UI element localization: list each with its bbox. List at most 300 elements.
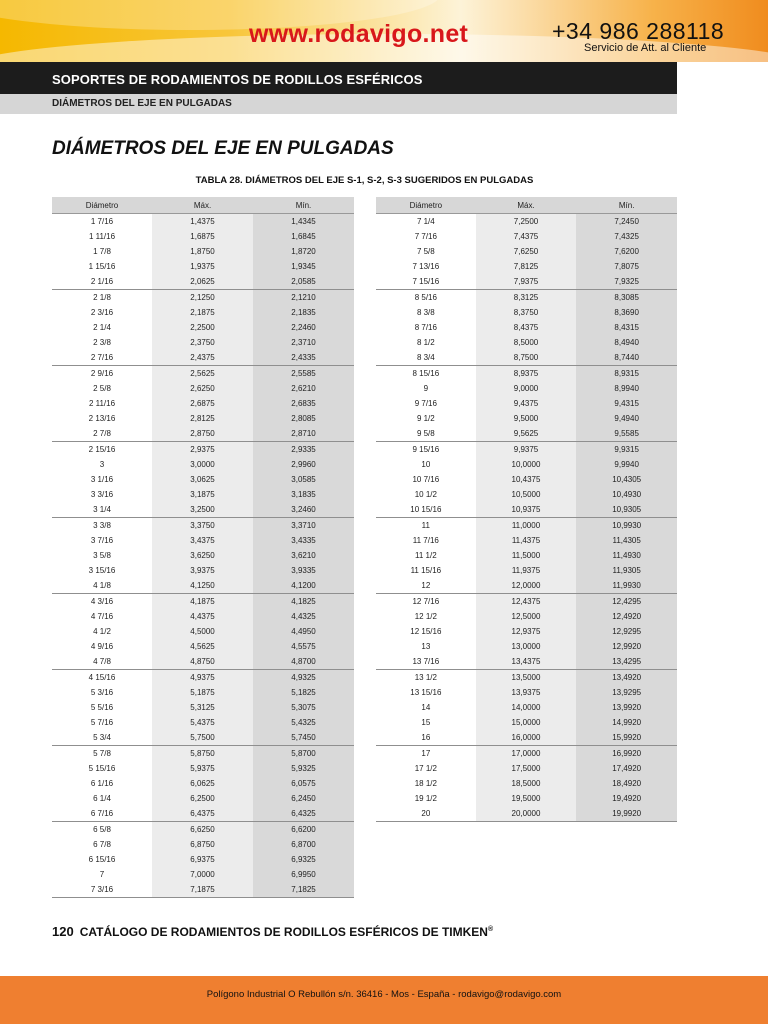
table-row [52,867,354,882]
min-cell: 2,3710 [253,335,354,350]
max-cell: 12,4375 [476,594,577,610]
diameter-cell: 7 1/4 [376,214,476,230]
diameter-cell: 2 15/16 [52,442,152,458]
diameter-cell: 4 15/16 [52,670,152,686]
max-cell: 2,1250 [152,290,253,306]
max-cell: 6,6250 [152,822,253,838]
table-row [52,563,354,578]
max-cell: 3,2500 [152,502,253,518]
table-row [376,533,677,548]
max-cell: 11,9375 [476,563,577,578]
table-row [376,426,677,442]
table-row [52,639,354,654]
max-cell: 13,0000 [476,639,577,654]
max-cell: 8,3750 [476,305,577,320]
max-cell: 5,8750 [152,746,253,762]
diameter-cell: 13 15/16 [376,685,476,700]
diameter-cell: 7 15/16 [376,274,476,290]
diameter-cell: 1 7/16 [52,214,152,230]
min-cell: 2,8710 [253,426,354,442]
min-cell: 7,9325 [576,274,677,290]
min-cell: 14,9920 [576,715,677,730]
table-row [52,791,354,806]
max-cell: 4,8750 [152,654,253,670]
section-subtitle-bar [0,94,677,114]
min-cell: 11,4305 [576,533,677,548]
max-cell: 12,5000 [476,609,577,624]
max-cell: 20,0000 [476,806,577,822]
max-cell: 3,0625 [152,472,253,487]
table-row [376,700,677,715]
min-cell: 12,4920 [576,609,677,624]
table-row [52,229,354,244]
min-cell: 7,6200 [576,244,677,259]
table-row [376,320,677,335]
min-cell: 5,7450 [253,730,354,746]
min-cell: 2,8085 [253,411,354,426]
min-cell: 4,9325 [253,670,354,686]
min-cell: 3,4335 [253,533,354,548]
phone-number: +34 986 288118 [552,18,725,44]
min-cell: 13,4920 [576,670,677,686]
max-cell: 2,6250 [152,381,253,396]
max-cell: 17,5000 [476,761,577,776]
max-cell: 9,0000 [476,381,577,396]
diameter-cell: 7 7/16 [376,229,476,244]
table-row [376,806,677,822]
max-cell: 4,1875 [152,594,253,610]
max-cell: 13,4375 [476,654,577,670]
catalog-title: CATÁLOGO DE RODAMIENTOS DE RODILLOS ESFÉRICOS DE TIMKEN [79,925,488,939]
diameter-cell: 4 7/16 [52,609,152,624]
max-cell: 5,4375 [152,715,253,730]
min-cell: 3,0585 [253,472,354,487]
min-cell: 12,9295 [576,624,677,639]
table-title: TABLA 28. DIÁMETROS DEL EJE S-1, S-2, S-3 SUGERIDOS EN PULGADAS [195,175,534,186]
min-cell: 7,2450 [576,214,677,230]
max-cell: 7,9375 [476,274,577,290]
max-cell: 7,4375 [476,229,577,244]
min-cell: 10,9930 [576,518,677,534]
table-row [376,350,677,366]
max-cell: 2,9375 [152,442,253,458]
max-cell: 4,5625 [152,639,253,654]
diameter-cell: 17 [376,746,476,762]
diameter-cell: 9 1/2 [376,411,476,426]
column-header-diameter: Diámetro [52,197,152,214]
max-cell: 2,3750 [152,335,253,350]
table-row [52,624,354,639]
table-row [376,670,677,686]
max-cell: 2,5625 [152,366,253,382]
max-cell: 10,9375 [476,502,577,518]
customer-service-label: Servicio de Att. al Cliente [584,42,707,54]
section-title: SOPORTES DE RODAMIENTOS DE RODILLOS ESFÉRICOS [52,72,423,87]
table-row [376,442,677,458]
diameter-cell: 11 1/2 [376,548,476,563]
max-cell: 2,6875 [152,396,253,411]
diameter-cell: 10 15/16 [376,502,476,518]
table-row [52,320,354,335]
min-cell: 6,2450 [253,791,354,806]
table-row [376,518,677,534]
table-row [376,411,677,426]
diameter-cell: 3 15/16 [52,563,152,578]
max-cell: 3,1875 [152,487,253,502]
min-cell: 12,4295 [576,594,677,610]
min-cell: 5,3075 [253,700,354,715]
min-cell: 18,4920 [576,776,677,791]
max-cell: 2,4375 [152,350,253,366]
max-cell: 9,9375 [476,442,577,458]
min-cell: 10,4930 [576,487,677,502]
diameter-cell: 3 3/16 [52,487,152,502]
table-row [52,578,354,594]
table-row [52,746,354,762]
max-cell: 7,6250 [476,244,577,259]
min-cell: 8,4940 [576,335,677,350]
max-cell: 9,5625 [476,426,577,442]
min-cell: 8,3085 [576,290,677,306]
diameter-cell: 4 1/8 [52,578,152,594]
max-cell: 1,4375 [152,214,253,230]
diameter-cell: 4 3/16 [52,594,152,610]
diameter-cell: 9 5/8 [376,426,476,442]
column-header-max: Máx. [152,197,253,214]
table-row [52,852,354,867]
diameter-cell: 7 5/8 [376,244,476,259]
min-cell: 4,8700 [253,654,354,670]
diameter-cell: 12 [376,578,476,594]
table-row [376,244,677,259]
table-row [376,776,677,791]
diameter-cell: 10 7/16 [376,472,476,487]
max-cell: 3,3750 [152,518,253,534]
table-row [52,366,354,382]
diameter-cell: 3 5/8 [52,548,152,563]
diameter-cell: 6 7/16 [52,806,152,822]
min-cell: 11,4930 [576,548,677,563]
min-cell: 3,3710 [253,518,354,534]
min-cell: 9,5585 [576,426,677,442]
table-row [52,822,354,838]
diameter-cell: 8 1/2 [376,335,476,350]
diameter-cell: 13 1/2 [376,670,476,686]
diameter-cell: 9 15/16 [376,442,476,458]
max-cell: 9,4375 [476,396,577,411]
table-row [52,518,354,534]
min-cell: 9,9940 [576,457,677,472]
min-cell: 13,9920 [576,700,677,715]
table-row [52,837,354,852]
diameter-cell: 11 7/16 [376,533,476,548]
max-cell: 6,2500 [152,791,253,806]
table-row [52,457,354,472]
diameter-cell: 12 15/16 [376,624,476,639]
diameter-cell: 1 7/8 [52,244,152,259]
diameter-cell: 19 1/2 [376,791,476,806]
diameter-cell: 2 9/16 [52,366,152,382]
table-row [52,700,354,715]
min-cell: 8,4315 [576,320,677,335]
min-cell: 13,9295 [576,685,677,700]
min-cell: 1,9345 [253,259,354,274]
min-cell: 5,8700 [253,746,354,762]
max-cell: 7,0000 [152,867,253,882]
diameter-cell: 6 15/16 [52,852,152,867]
min-cell: 3,6210 [253,548,354,563]
table-header-row [52,197,354,214]
table-row [376,730,677,746]
diameter-table-left [52,197,354,898]
max-cell: 5,9375 [152,761,253,776]
min-cell: 3,1835 [253,487,354,502]
diameter-cell: 12 7/16 [376,594,476,610]
min-cell: 9,4315 [576,396,677,411]
max-cell: 14,0000 [476,700,577,715]
table-row [376,229,677,244]
table-row [376,594,677,610]
table-row [52,259,354,274]
website-link[interactable]: www.rodavigo.net [249,20,469,48]
table-row [376,290,677,306]
min-cell: 19,9920 [576,806,677,822]
table-row [52,533,354,548]
diameter-cell: 10 1/2 [376,487,476,502]
max-cell: 10,0000 [476,457,577,472]
diameter-cell: 8 3/8 [376,305,476,320]
max-cell: 16,0000 [476,730,577,746]
table-row [52,715,354,730]
table-row [52,274,354,290]
min-cell: 2,9960 [253,457,354,472]
min-cell: 17,4920 [576,761,677,776]
min-cell: 1,6845 [253,229,354,244]
table-row [52,654,354,670]
diameter-cell: 8 5/16 [376,290,476,306]
min-cell: 8,9940 [576,381,677,396]
min-cell: 2,0585 [253,274,354,290]
max-cell: 13,5000 [476,670,577,686]
min-cell: 9,9315 [576,442,677,458]
table-row [52,487,354,502]
max-cell: 6,8750 [152,837,253,852]
max-cell: 5,1875 [152,685,253,700]
table-row [376,746,677,762]
table-row [52,594,354,610]
table-row [376,791,677,806]
table-row [376,259,677,274]
diameter-cell: 4 9/16 [52,639,152,654]
bottom-address-bar [0,976,768,1024]
diameter-cell: 7 3/16 [52,882,152,898]
section-subtitle: DIÁMETROS DEL EJE EN PULGADAS [52,98,232,109]
table-row [52,411,354,426]
diameter-cell: 2 3/16 [52,305,152,320]
max-cell: 10,4375 [476,472,577,487]
max-cell: 4,1250 [152,578,253,594]
column-header-min: Mín. [576,197,677,214]
table-row [52,214,354,230]
diameter-cell: 13 7/16 [376,654,476,670]
max-cell: 6,4375 [152,806,253,822]
max-cell: 5,3125 [152,700,253,715]
table-row [376,639,677,654]
min-cell: 2,9335 [253,442,354,458]
diameter-cell: 2 11/16 [52,396,152,411]
diameter-cell: 7 [52,867,152,882]
diameter-cell: 3 3/8 [52,518,152,534]
diameter-cell: 3 1/16 [52,472,152,487]
header-banner [0,0,768,62]
diameter-cell: 20 [376,806,476,822]
max-cell: 13,9375 [476,685,577,700]
diameter-cell: 12 1/2 [376,609,476,624]
diameter-cell: 3 1/4 [52,502,152,518]
table-row [52,244,354,259]
diameter-cell: 15 [376,715,476,730]
table-row [376,761,677,776]
max-cell: 4,9375 [152,670,253,686]
diameter-cell: 13 [376,639,476,654]
max-cell: 17,0000 [476,746,577,762]
max-cell: 3,0000 [152,457,253,472]
min-cell: 6,4325 [253,806,354,822]
table-row [52,335,354,350]
table-row [52,882,354,898]
table-row [52,381,354,396]
table-row [376,548,677,563]
min-cell: 2,6835 [253,396,354,411]
min-cell: 10,4305 [576,472,677,487]
table-row [52,806,354,822]
table-row [52,426,354,442]
max-cell: 12,9375 [476,624,577,639]
table-row [376,685,677,700]
diameter-cell: 17 1/2 [376,761,476,776]
table-row [52,442,354,458]
min-cell: 19,4920 [576,791,677,806]
diameter-cell: 5 3/4 [52,730,152,746]
max-cell: 2,8750 [152,426,253,442]
max-cell: 5,7500 [152,730,253,746]
diameter-cell: 14 [376,700,476,715]
diameter-cell: 5 15/16 [52,761,152,776]
page-heading: DIÁMETROS DEL EJE EN PULGADAS [52,138,394,159]
min-cell: 1,4345 [253,214,354,230]
column-header-diameter: Diámetro [376,197,476,214]
min-cell: 8,7440 [576,350,677,366]
max-cell: 11,0000 [476,518,577,534]
max-cell: 8,7500 [476,350,577,366]
diameter-cell: 7 13/16 [376,259,476,274]
diameter-cell: 6 7/8 [52,837,152,852]
diameter-cell: 2 3/8 [52,335,152,350]
min-cell: 8,3690 [576,305,677,320]
max-cell: 8,3125 [476,290,577,306]
min-cell: 5,1825 [253,685,354,700]
table-row [376,214,677,230]
max-cell: 7,8125 [476,259,577,274]
diameter-cell: 5 7/8 [52,746,152,762]
min-cell: 9,4940 [576,411,677,426]
min-cell: 2,1210 [253,290,354,306]
min-cell: 2,6210 [253,381,354,396]
max-cell: 6,9375 [152,852,253,867]
table-row [52,609,354,624]
table-header-row [376,197,677,214]
max-cell: 9,5000 [476,411,577,426]
max-cell: 3,9375 [152,563,253,578]
max-cell: 12,0000 [476,578,577,594]
diameter-table-right [376,197,677,822]
diameter-cell: 16 [376,730,476,746]
section-title-bar [0,62,677,94]
min-cell: 2,1835 [253,305,354,320]
table-row [52,350,354,366]
max-cell: 10,5000 [476,487,577,502]
max-cell: 8,4375 [476,320,577,335]
max-cell: 2,8125 [152,411,253,426]
table-row [52,685,354,700]
page-footer [52,924,493,939]
table-row [52,502,354,518]
table-row [376,472,677,487]
max-cell: 1,9375 [152,259,253,274]
diameter-cell: 2 7/8 [52,426,152,442]
table-row [376,609,677,624]
max-cell: 3,6250 [152,548,253,563]
diameter-cell: 8 7/16 [376,320,476,335]
diameter-cell: 10 [376,457,476,472]
diameter-cell: 2 7/16 [52,350,152,366]
diameter-cell: 9 [376,381,476,396]
min-cell: 3,2460 [253,502,354,518]
table-row [52,730,354,746]
diameter-cell: 3 [52,457,152,472]
diameter-cell: 2 13/16 [52,411,152,426]
table-row [376,487,677,502]
max-cell: 15,0000 [476,715,577,730]
min-cell: 7,1825 [253,882,354,898]
diameter-cell: 2 1/8 [52,290,152,306]
max-cell: 8,5000 [476,335,577,350]
table-row [376,381,677,396]
max-cell: 6,0625 [152,776,253,791]
diameter-cell: 8 3/4 [376,350,476,366]
min-cell: 7,4325 [576,229,677,244]
max-cell: 4,5000 [152,624,253,639]
diameter-cell: 2 1/4 [52,320,152,335]
table-row [376,502,677,518]
diameter-cell: 6 1/16 [52,776,152,791]
column-header-min: Mín. [253,197,354,214]
table-row [376,563,677,578]
table-row [376,457,677,472]
min-cell: 4,4325 [253,609,354,624]
max-cell: 11,5000 [476,548,577,563]
max-cell: 7,1875 [152,882,253,898]
max-cell: 1,6875 [152,229,253,244]
company-address: Polígono Industrial O Rebullón s/n. 36416 - Mos - España - rodavigo@rodavigo.com [206,989,562,1000]
max-cell: 2,0625 [152,274,253,290]
max-cell: 3,4375 [152,533,253,548]
min-cell: 2,5585 [253,366,354,382]
diameter-cell: 6 5/8 [52,822,152,838]
table-row [376,335,677,350]
min-cell: 5,4325 [253,715,354,730]
min-cell: 2,4335 [253,350,354,366]
